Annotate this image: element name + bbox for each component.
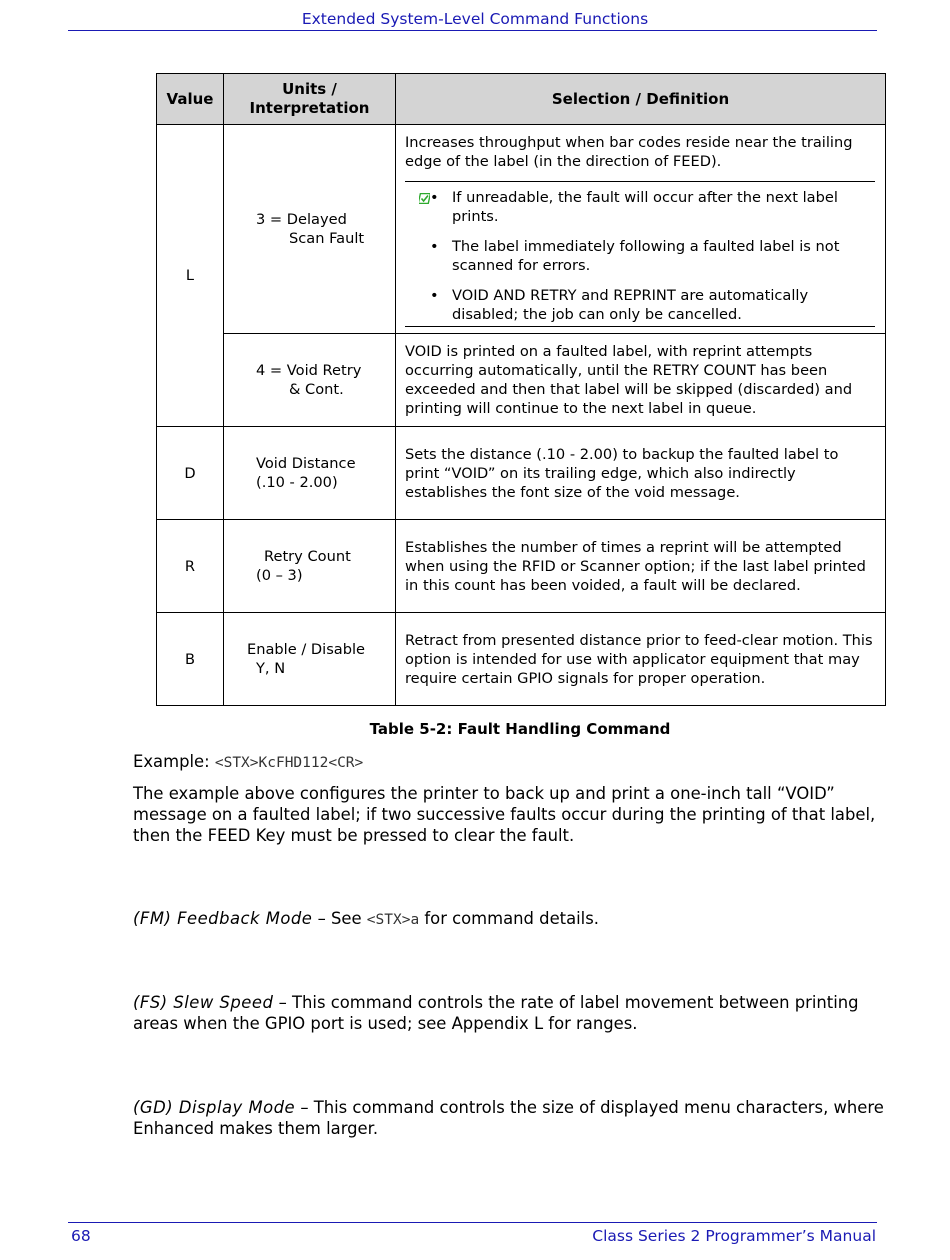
row-units <box>224 427 396 520</box>
row-units <box>224 613 396 706</box>
units-line1: Retry Count <box>264 548 351 565</box>
list-item: • VOID AND RETRY and REPRINT are automatically disabled; the job can only be cancelled. <box>452 286 875 324</box>
header-value: Value <box>157 74 224 125</box>
note-box <box>405 181 875 327</box>
row-units <box>224 520 396 613</box>
row-value-b: B <box>157 613 224 706</box>
units-line1: Enable / Disable <box>247 641 366 658</box>
fm-pre: – See <box>312 909 367 928</box>
definition-text: Increases throughput when bar codes reside near the trailing edge of the label (in the direction of FEED). <box>405 134 853 170</box>
list-item: • The label immediately following a faulted label is not scanned for errors. <box>452 237 875 275</box>
units-line1: 3 = Delayed <box>256 211 347 228</box>
units-line1: Void Distance <box>256 455 356 472</box>
row-definition: VOID is printed on a faulted label, with reprint attempts occurring automatically, until the RETRY COUNT has been exceeded and then that label will be skipped (discarded) and printing will continue to the next label in queue. <box>396 334 886 427</box>
fs-text: – This command controls the rate of label movement between printing areas when the GPIO port is used; see Appendix L for ranges. <box>133 993 859 1033</box>
footer-rule <box>68 1222 877 1223</box>
table-row <box>157 613 886 706</box>
example-code: <STX>KcFHD112<CR> <box>214 755 364 771</box>
example-line <box>133 751 893 774</box>
header-units-line2: Interpretation <box>249 99 370 117</box>
header-rule <box>68 30 877 31</box>
term-display-mode: (GD) Display Mode <box>133 1098 296 1117</box>
header-units <box>224 74 396 125</box>
row-definition <box>396 125 886 334</box>
units-line2: (.10 - 2.00) <box>256 474 338 491</box>
term-feedback-mode: (FM) Feedback Mode <box>133 909 313 928</box>
row-value-l: L <box>157 125 224 427</box>
table-row <box>157 520 886 613</box>
row-definition: Retract from presented distance prior to feed-clear motion. This option is intended for use with applicator equipment that may require certain GPIO signals for proper operation. <box>396 613 886 706</box>
row-value-d: D <box>157 427 224 520</box>
note-list <box>405 188 875 324</box>
fault-handling-table <box>156 73 886 706</box>
manual-title: Class Series 2 Programmer’s Manual <box>592 1227 876 1245</box>
units-line2: & Cont. <box>289 381 344 398</box>
units-line2: Scan Fault <box>289 230 365 247</box>
example-description: The example above configures the printer to back up and print a one-inch tall “VOID” message on a faulted label; if two successive faults occur during the printing of that label, then the FEED Key must be pressed to clear the fault. <box>133 784 876 845</box>
row-units <box>224 125 396 334</box>
page-header-title: Extended System-Level Command Functions <box>301 10 649 28</box>
units-line1: 4 = Void Retry <box>256 362 362 379</box>
page-number: 68 <box>71 1227 91 1245</box>
section-slew-speed <box>133 992 893 1034</box>
row-definition: Establishes the number of times a reprint will be attempted when using the RFID or Scanner option; if the last label printed in this count has been voided, a fault will be declared. <box>396 520 886 613</box>
example-label: Example: <box>133 752 210 771</box>
units-line2: Y, N <box>256 660 286 677</box>
header-units-line1: Units / <box>282 80 337 98</box>
term-slew-speed: (FS) Slew Speed <box>133 993 274 1012</box>
list-item: • If unreadable, the fault will occur after the next label prints. <box>452 188 875 226</box>
section-feedback-mode <box>133 908 893 931</box>
table-row <box>157 125 886 334</box>
row-value-r: R <box>157 520 224 613</box>
table-row <box>157 427 886 520</box>
header-definition: Selection / Definition <box>396 74 886 125</box>
gd-text: – This command controls the size of displayed menu characters, where Enhanced makes them larger. <box>133 1098 884 1138</box>
table-row <box>157 334 886 427</box>
table-header-row <box>157 74 886 125</box>
table-caption: Table 5-2: Fault Handling Command <box>369 720 671 738</box>
fm-post: for command details. <box>419 909 599 928</box>
row-definition: Sets the distance (.10 - 2.00) to backup the faulted label to print “VOID” on its trailing edge, which also indirectly establishes the font size of the void message. <box>396 427 886 520</box>
units-line2: (0 – 3) <box>256 567 303 584</box>
row-units <box>224 334 396 427</box>
note-check-icon <box>419 193 430 204</box>
section-display-mode <box>133 1097 893 1139</box>
fm-code: <STX>a <box>366 912 420 928</box>
